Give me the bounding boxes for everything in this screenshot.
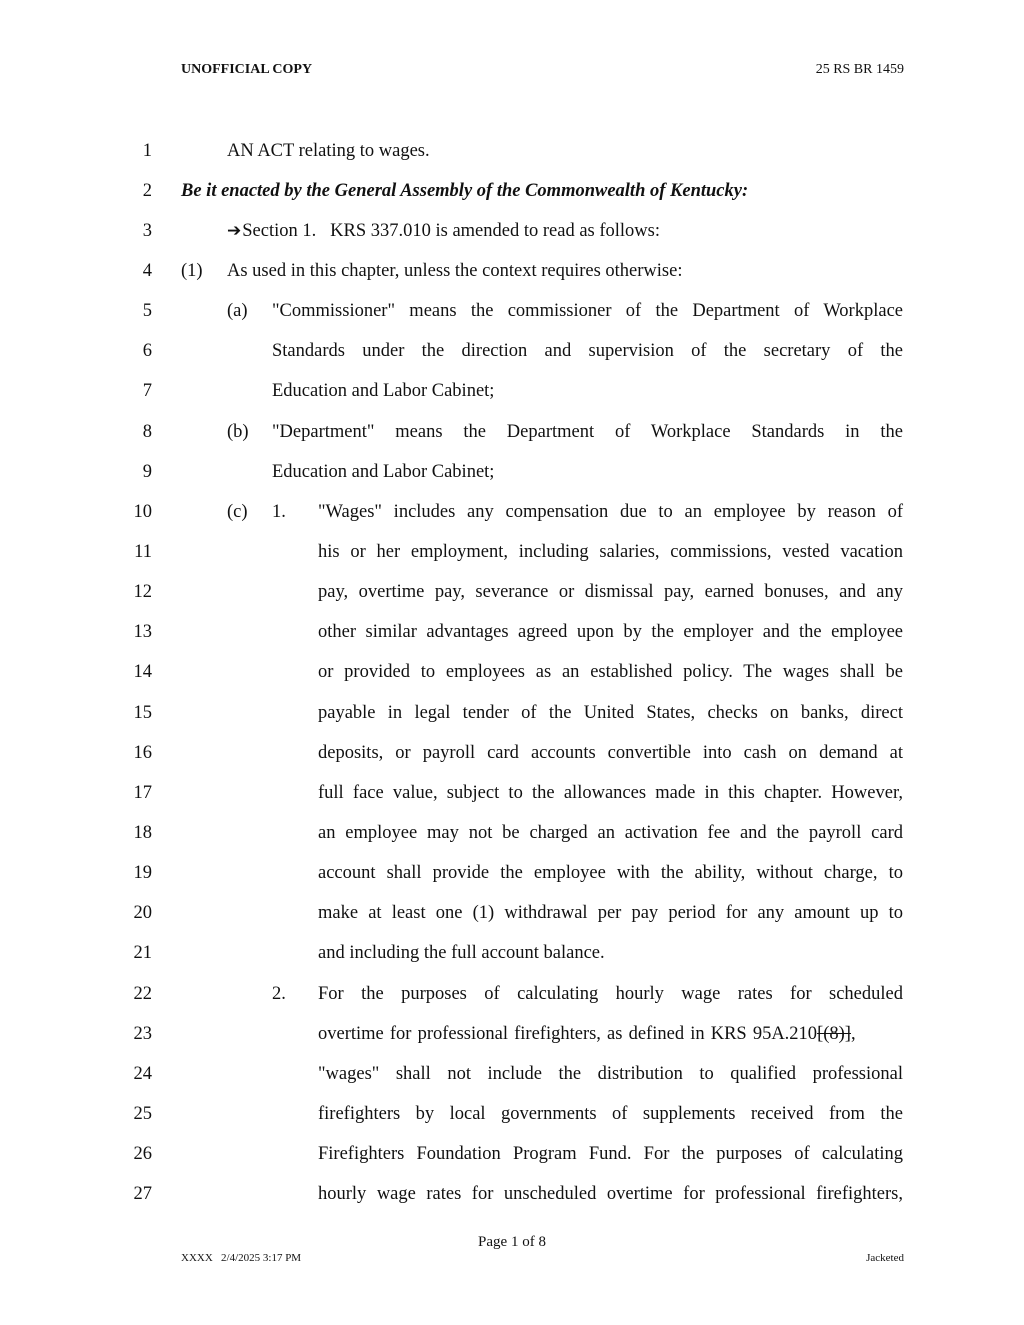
subparagraph-label: 2.: [272, 984, 286, 1004]
document-line: [0, 542, 1024, 582]
section-heading: [227, 221, 660, 241]
line-number: 5: [142, 301, 152, 321]
document-line: [0, 1184, 1024, 1224]
document-line: [0, 261, 1024, 301]
line-number: 14: [133, 662, 152, 682]
line-number: 6: [142, 341, 152, 361]
line-text: Education and Labor Cabinet;: [272, 462, 495, 482]
line-text: Firefighters Foundation Program Fund. For the purposes of calculating: [318, 1144, 903, 1164]
line-number: 23: [133, 1024, 152, 1044]
document-line: [0, 622, 1024, 662]
document-line: [0, 1024, 1024, 1064]
line-text: or provided to employees as an established policy. The wages shall be: [318, 662, 903, 682]
line-text-part: overtime for professional firefighters, as defined in KRS 95A.210: [318, 1024, 818, 1044]
line-text: "Commissioner" means the commissioner of the Department of Workplace: [272, 301, 903, 321]
paragraph-label: (b): [227, 422, 249, 442]
line-text-part: ,: [850, 1024, 856, 1044]
document-line: [0, 823, 1024, 863]
document-line: [0, 462, 1024, 502]
line-number: 2: [142, 181, 152, 201]
line-text: As used in this chapter, unless the context requires otherwise:: [227, 261, 683, 281]
line-text: "Department" means the Department of Workplace Standards in the: [272, 422, 903, 442]
document-line: [0, 662, 1024, 702]
line-number: 25: [133, 1104, 152, 1124]
line-number: 12: [133, 582, 152, 602]
header-right: 25 RS BR 1459: [815, 62, 904, 77]
line-number: 7: [142, 381, 152, 401]
line-number: 21: [133, 943, 152, 963]
line-text: Standards under the direction and supervision of the secretary of the: [272, 341, 903, 361]
subparagraph-label: 1.: [272, 502, 286, 522]
line-number: 8: [142, 422, 152, 442]
document-line: [0, 743, 1024, 783]
document-line: [0, 1104, 1024, 1144]
line-number: 16: [133, 743, 152, 763]
line-number: 19: [133, 863, 152, 883]
document-line: [0, 141, 1024, 181]
footer-left: XXXX 2/4/2025 3:17 PM: [181, 1252, 302, 1264]
line-number: 10: [133, 502, 152, 522]
line-text: an employee may not be charged an activation fee and the payroll card: [318, 823, 903, 843]
line-number: 24: [133, 1064, 152, 1084]
line-text: make at least one (1) withdrawal per pay period for any amount up to: [318, 903, 903, 923]
header-left: UNOFFICIAL COPY: [181, 62, 313, 77]
act-title: AN ACT relating to wages.: [227, 141, 430, 161]
footer-right: Jacketed: [866, 1252, 904, 1264]
document-line: [0, 863, 1024, 903]
document-line: [0, 1144, 1024, 1184]
document-line: [0, 903, 1024, 943]
line-text: For the purposes of calculating hourly wage rates for scheduled: [318, 984, 903, 1004]
line-text: hourly wage rates for unscheduled overtime for professional firefighters,: [318, 1184, 903, 1204]
page-number: Page 1 of 8: [478, 1234, 546, 1250]
line-text: account shall provide the employee with the ability, without charge, to: [318, 863, 903, 883]
line-text: deposits, or payroll card accounts convertible into cash on demand at: [318, 743, 903, 763]
deleted-text: [(8)]: [817, 1024, 851, 1044]
document-line: [0, 984, 1024, 1024]
document-line: [0, 703, 1024, 743]
line-number: 27: [133, 1184, 152, 1204]
document-line: [0, 301, 1024, 341]
document-line: [0, 502, 1024, 542]
line-number: 15: [133, 703, 152, 723]
line-text: payable in legal tender of the United States, checks on banks, direct: [318, 703, 903, 723]
line-number: 3: [142, 221, 152, 241]
document-line: [0, 181, 1024, 221]
section-heading-text: Section 1. KRS 337.010 is amended to read as follows:: [242, 221, 660, 241]
line-text: [318, 1024, 856, 1044]
line-text: "Wages" includes any compensation due to an employee by reason of: [318, 502, 903, 522]
line-number: 11: [134, 542, 152, 562]
line-number: 1: [142, 141, 152, 161]
line-text: firefighters by local governments of supplements received from the: [318, 1104, 903, 1124]
line-number: 22: [133, 984, 152, 1004]
paragraph-label: (a): [227, 301, 248, 321]
line-text: Education and Labor Cabinet;: [272, 381, 495, 401]
line-text: full face value, subject to the allowances made in this chapter. However,: [318, 783, 903, 803]
line-text: pay, overtime pay, severance or dismissal pay, earned bonuses, and any: [318, 582, 903, 602]
line-text: other similar advantages agreed upon by the employer and the employee: [318, 622, 903, 642]
document-line: [0, 381, 1024, 421]
line-text: and including the full account balance.: [318, 943, 605, 963]
line-text: his or her employment, including salaries, commissions, vested vacation: [318, 542, 903, 562]
line-number: 18: [133, 823, 152, 843]
line-number: 20: [133, 903, 152, 923]
line-number: 13: [133, 622, 152, 642]
document-line: [0, 221, 1024, 261]
document-line: [0, 341, 1024, 381]
document-line: [0, 943, 1024, 983]
document-line: [0, 582, 1024, 622]
line-number: 9: [142, 462, 152, 482]
document-line: [0, 783, 1024, 823]
subsection-label: (1): [181, 261, 203, 281]
line-number: 4: [142, 261, 152, 281]
line-number: 17: [133, 783, 152, 803]
right-arrow-icon: ➔: [227, 221, 242, 241]
enacting-clause: Be it enacted by the General Assembly of the Commonwealth of Kentucky:: [181, 181, 749, 201]
document-line: [0, 422, 1024, 462]
document-line: [0, 1064, 1024, 1104]
paragraph-label: (c): [227, 502, 248, 522]
line-number: 26: [133, 1144, 152, 1164]
line-text: "wages" shall not include the distribution to qualified professional: [318, 1064, 903, 1084]
